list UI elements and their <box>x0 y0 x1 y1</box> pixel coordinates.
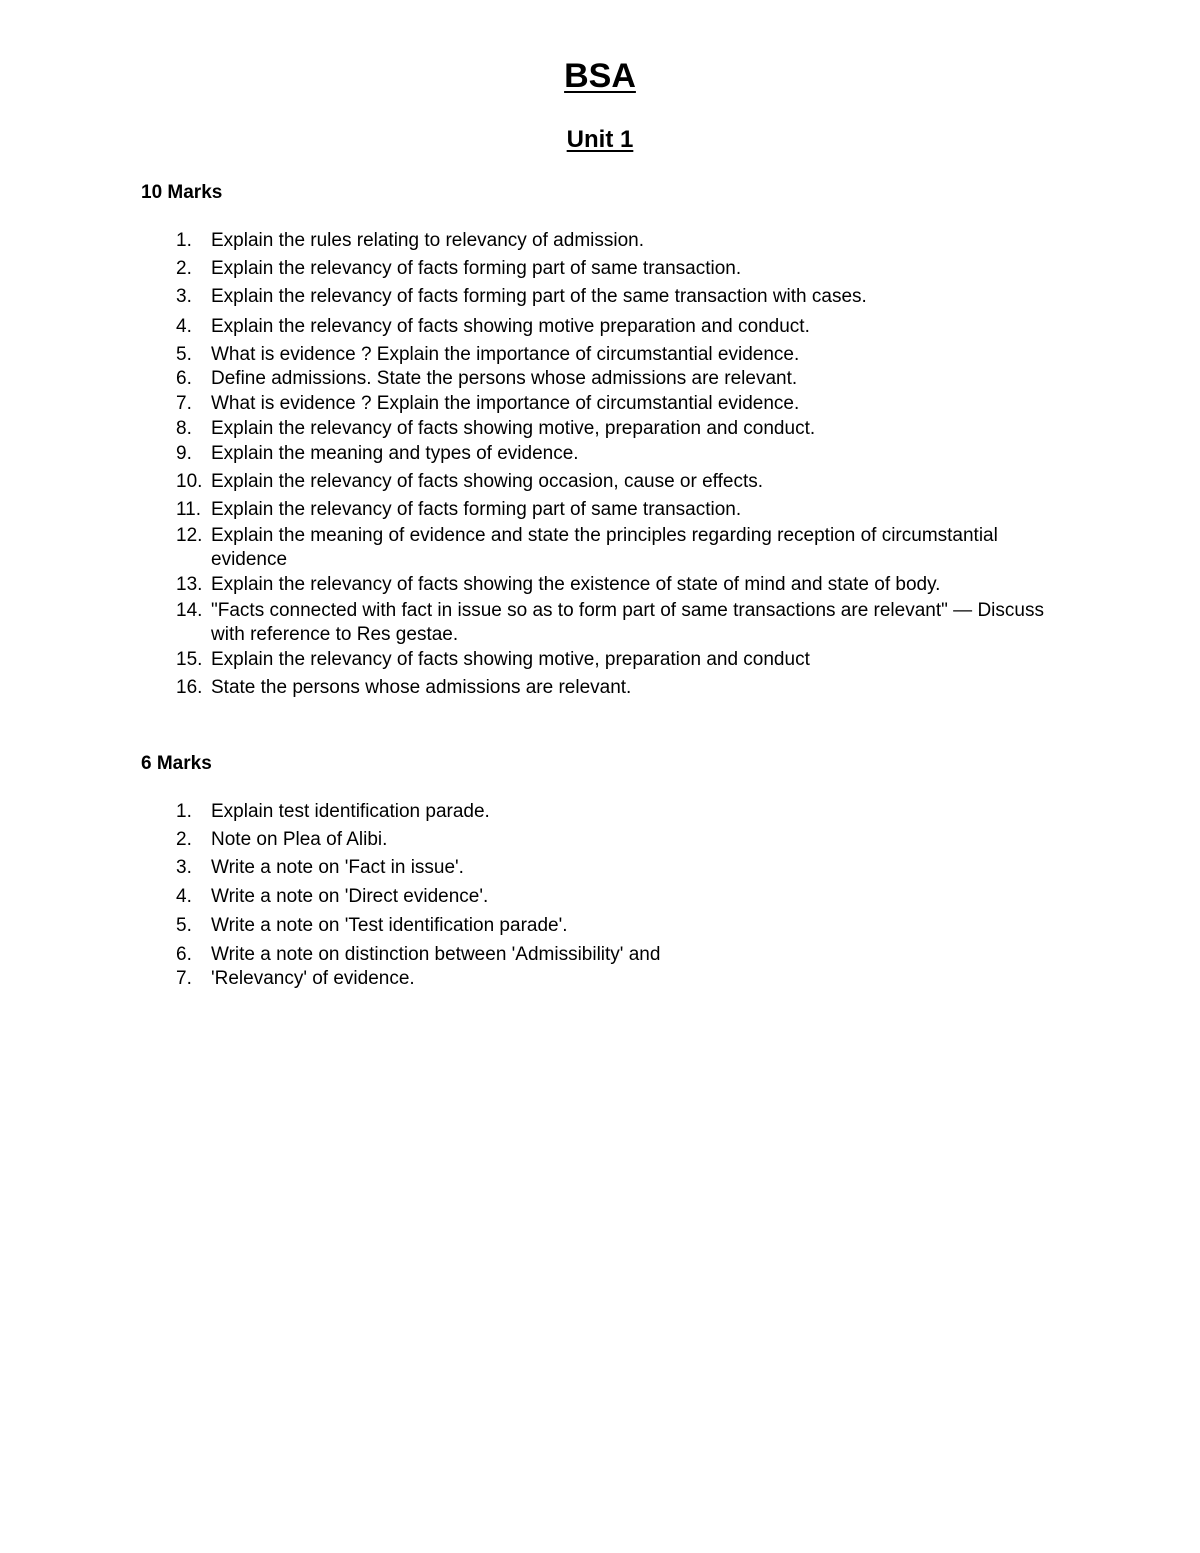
question-number: 2. <box>176 258 192 279</box>
question-number: 1. <box>176 801 192 822</box>
question-number: 13. <box>176 574 203 595</box>
list-item <box>0 417 1200 441</box>
question-text: Write a note on 'Direct evidence'. <box>211 886 489 907</box>
question-text: Explain the relevancy of facts forming part of the same transaction with cases. <box>211 286 867 307</box>
list-item <box>0 828 1200 852</box>
question-text: Write a note on 'Fact in issue'. <box>211 857 464 878</box>
question-text: "Facts connected with fact in issue so as to form part of same transactions are relevant" — Discuss with reference to Res gestae. <box>211 600 1044 645</box>
question-number: 10. <box>176 471 203 492</box>
question-number: 16. <box>176 677 203 698</box>
question-text: 'Relevancy' of evidence. <box>211 968 415 989</box>
question-number: 12. <box>176 525 203 546</box>
section-heading-6-marks: 6 Marks <box>141 753 212 774</box>
list-item <box>0 856 1200 880</box>
question-number: 7. <box>176 393 192 414</box>
list-item <box>0 648 1200 672</box>
question-text: Explain the relevancy of facts showing motive preparation and conduct. <box>211 316 810 337</box>
question-number: 8. <box>176 418 192 439</box>
list-item <box>0 285 1200 309</box>
section-heading-10-marks: 10 Marks <box>141 182 223 203</box>
list-item <box>0 315 1200 339</box>
question-number: 5. <box>176 344 192 365</box>
list-item <box>0 343 1200 367</box>
list-item <box>0 442 1200 466</box>
question-number: 11. <box>176 499 202 520</box>
question-number: 5. <box>176 915 192 936</box>
list-item <box>0 676 1200 700</box>
question-text: What is evidence ? Explain the importance of circumstantial evidence. <box>211 393 800 414</box>
question-number: 9. <box>176 443 192 464</box>
list-item <box>0 967 1200 991</box>
question-text: Explain the relevancy of facts showing the existence of state of mind and state of body. <box>211 574 941 595</box>
question-number: 1. <box>176 230 192 251</box>
question-text: Define admissions. State the persons whose admissions are relevant. <box>211 368 798 389</box>
question-text: Write a note on 'Test identification parade'. <box>211 915 568 936</box>
question-text: Explain the meaning of evidence and state the principles regarding reception of circumstantial evidence <box>211 525 998 570</box>
question-number: 4. <box>176 886 192 907</box>
question-text: Explain the relevancy of facts showing motive, preparation and conduct. <box>211 418 816 439</box>
list-item <box>0 800 1200 824</box>
list-item <box>0 392 1200 416</box>
list-item <box>0 885 1200 909</box>
question-number: 14. <box>176 600 203 621</box>
question-number: 3. <box>176 286 192 307</box>
unit-title: Unit 1 <box>566 126 634 153</box>
question-number: 3. <box>176 857 192 878</box>
list-item <box>0 573 1200 597</box>
question-number: 2. <box>176 829 192 850</box>
question-text: State the persons whose admissions are relevant. <box>211 677 632 698</box>
list-item <box>0 498 1200 522</box>
question-text: Explain the meaning and types of evidence. <box>211 443 579 464</box>
list-item <box>0 943 1200 967</box>
list-item <box>0 524 1200 572</box>
document-title: BSA <box>564 57 636 95</box>
question-text: Write a note on distinction between 'Admissibility' and <box>211 944 661 965</box>
list-item <box>0 257 1200 281</box>
question-text: What is evidence ? Explain the importance of circumstantial evidence. <box>211 344 800 365</box>
question-text: Explain the relevancy of facts showing motive, preparation and conduct <box>211 649 810 670</box>
question-text: Note on Plea of Alibi. <box>211 829 388 850</box>
question-number: 6. <box>176 944 192 965</box>
question-number: 4. <box>176 316 192 337</box>
list-item <box>0 599 1200 647</box>
question-text: Explain the relevancy of facts showing occasion, cause or effects. <box>211 471 764 492</box>
list-item <box>0 367 1200 391</box>
list-item <box>0 914 1200 938</box>
question-text: Explain the relevancy of facts forming part of same transaction. <box>211 499 742 520</box>
question-text: Explain test identification parade. <box>211 801 490 822</box>
question-text: Explain the rules relating to relevancy of admission. <box>211 230 645 251</box>
question-number: 15. <box>176 649 203 670</box>
list-item <box>0 470 1200 494</box>
question-number: 6. <box>176 368 192 389</box>
list-item <box>0 229 1200 253</box>
question-number: 7. <box>176 968 192 989</box>
question-text: Explain the relevancy of facts forming part of same transaction. <box>211 258 742 279</box>
